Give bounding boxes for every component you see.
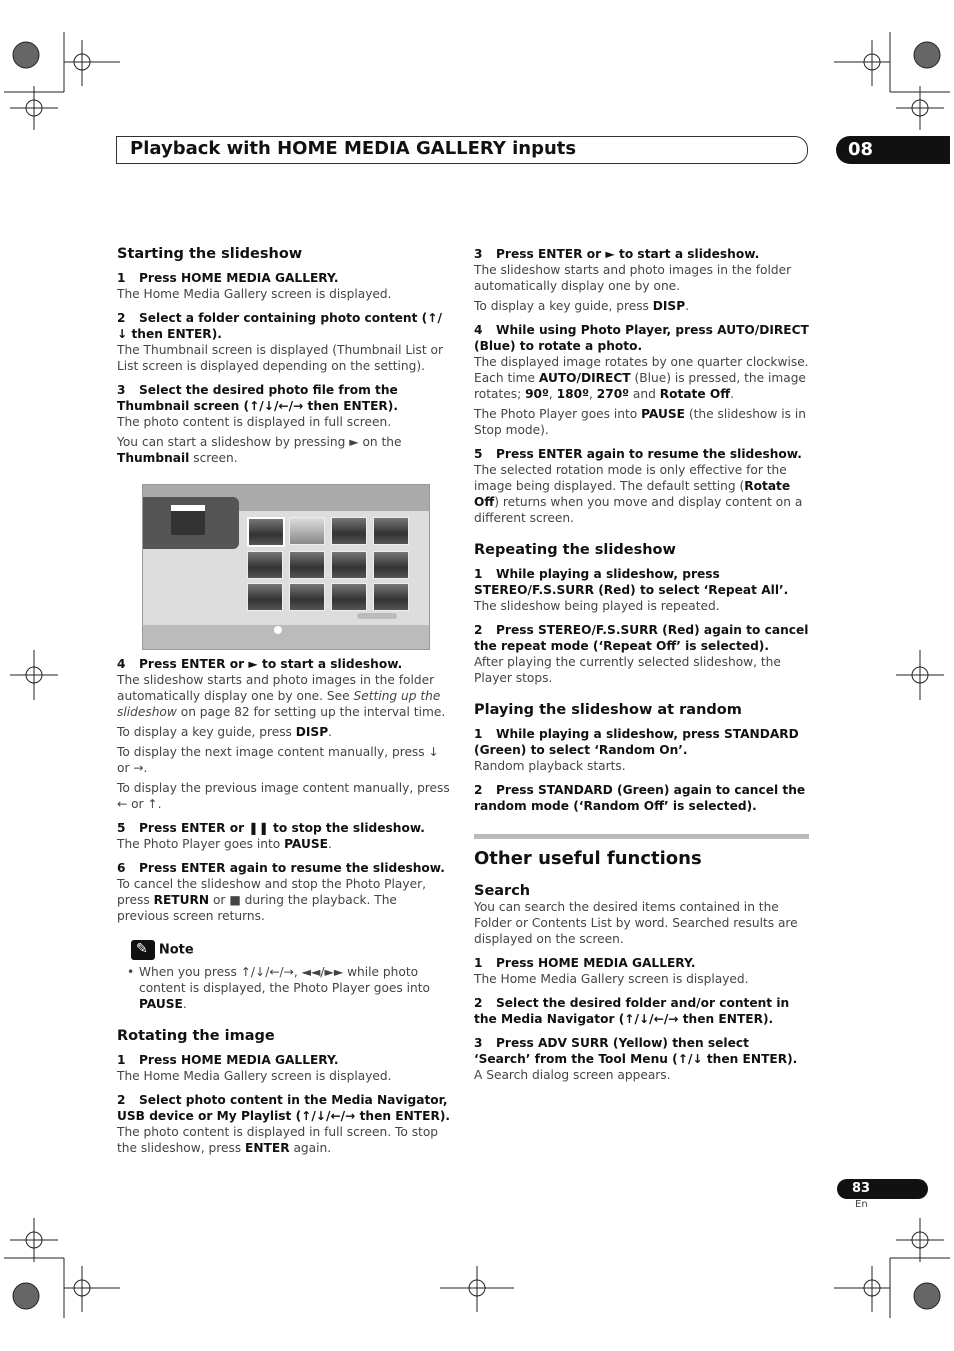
step-4-disp: To display a key guide, press DISP. <box>117 725 333 739</box>
random-step-2: 2 Press STANDARD (Green) again to cancel the random mode (‘Random Off’ is selected). <box>474 783 806 813</box>
photo-thumbnail <box>289 551 325 579</box>
search-step-3-body: A Search dialog screen appears. <box>474 1068 671 1082</box>
random-step-1: 1 While playing a slideshow, press STANDARD (Green) to select ‘Random On’. <box>474 727 799 757</box>
chapter-badge <box>836 136 950 164</box>
step-6-body: To cancel the slideshow and stop the Photo Player, press RETURN or ■ during the playback. The previous screen returns. <box>117 877 426 923</box>
chapter-number: 08 <box>848 139 874 160</box>
rotate-step-5: 5 Press ENTER again to resume the slideshow. <box>474 447 802 461</box>
section-title-starting-slideshow: Starting the slideshow <box>117 246 303 262</box>
repeat-step-2-body: After playing the currently selected slideshow, the Player stops. <box>474 655 781 685</box>
page-number: 83 <box>852 1181 871 1196</box>
photo-thumbnail <box>289 583 325 611</box>
search-body: You can search the desired items contained in the Folder or Contents List by word. Searched results are displayed on the screen. <box>474 900 798 946</box>
step-3-body-2: You can start a slideshow by pressing ► on the Thumbnail screen. <box>117 435 402 465</box>
screen-folder-panel <box>143 497 239 549</box>
photo-thumbnail <box>247 551 283 579</box>
photo-thumbnail <box>373 517 409 545</box>
step-4-prev: To display the previous image content manually, press ← or ↑. <box>117 781 450 811</box>
step-5: 5 Press ENTER or ❚❚ to stop the slideshow. <box>117 821 425 835</box>
thumbnail-screen-illustration <box>142 484 430 650</box>
left-column <box>117 246 452 466</box>
step-1-body: The Home Media Gallery screen is displayed. <box>117 287 392 301</box>
step-3: 3 Select the desired photo file from the Thumbnail screen (↑/↓/←/→ then ENTER). <box>117 383 398 413</box>
photo-thumbnail <box>331 517 367 545</box>
section-title-search: Search <box>474 883 531 899</box>
photo-thumbnail <box>373 583 409 611</box>
repeat-step-2: 2 Press STEREO/F.S.SURR (Red) again to cancel the repeat mode (‘Repeat Off’ is selected). <box>474 623 809 653</box>
step-6: 6 Press ENTER again to resume the slideshow. <box>117 861 445 875</box>
step-5-body: The Photo Player goes into PAUSE. <box>117 837 332 851</box>
screen-bottom-bar <box>143 625 429 649</box>
step-4: 4 Press ENTER or ► to start a slideshow. <box>117 657 403 671</box>
step-4-body: The slideshow starts and photo images in the folder automatically display one by one. See Setting up the slideshow on page 82 for setting up the interval time. <box>117 673 446 719</box>
random-step-1-body: Random playback starts. <box>474 759 626 773</box>
left-column-lower <box>117 656 452 1156</box>
rotate-step-4: 4 While using Photo Player, press AUTO/DIRECT (Blue) to rotate a photo. <box>474 323 809 353</box>
section-title-random-slideshow: Playing the slideshow at random <box>474 702 742 718</box>
photo-thumbnail <box>247 583 283 611</box>
rotate-step-3-disp: To display a key guide, press DISP. <box>474 299 690 313</box>
step-2-body: The Thumbnail screen is displayed (Thumbnail List or List screen is displayed depending on the setting). <box>117 343 444 373</box>
rotate-step-4-body: The displayed image rotates by one quarter clockwise. Each time AUTO/DIRECT (Blue) is pressed, the image rotates; 90º, 180º, 270º and Rotate Off. <box>474 355 809 401</box>
step-2: 2 Select a folder containing photo content (↑/↓ then ENTER). <box>117 311 442 341</box>
rotate-step-5-body: The selected rotation mode is only effective for the image being displayed. The default setting (Rotate Off) returns when you move and display content on a different screen. <box>474 463 803 525</box>
photo-thumbnail <box>331 583 367 611</box>
photo-thumbnail <box>331 551 367 579</box>
rotate-step-1-body: The Home Media Gallery screen is displayed. <box>117 1069 392 1083</box>
photo-thumbnail <box>289 517 325 545</box>
search-step-1: 1 Press HOME MEDIA GALLERY. <box>474 956 696 970</box>
section-title-rotating-image: Rotating the image <box>117 1028 275 1044</box>
step-3-body: The photo content is displayed in full screen. <box>117 415 392 429</box>
scrollbar-icon <box>357 613 397 619</box>
rotate-step-1: 1 Press HOME MEDIA GALLERY. <box>117 1053 339 1067</box>
note-list <box>117 964 452 1012</box>
photo-thumbnail <box>247 517 285 547</box>
search-step-1-body: The Home Media Gallery screen is displayed. <box>474 972 749 986</box>
rotate-step-3: 3 Press ENTER or ► to start a slideshow. <box>474 247 760 261</box>
rotate-step-2-body: The photo content is displayed in full screen. To stop the slideshow, press ENTER again. <box>117 1125 439 1155</box>
rotate-step-3-body: The slideshow starts and photo images in the folder automatically display one by one. <box>474 263 792 293</box>
language-code: En <box>855 1199 868 1210</box>
page-number-badge <box>837 1179 928 1199</box>
rotate-step-2: 2 Select photo content in the Media Navigator, USB device or My Playlist (↑/↓/←/→ then ENTER). <box>117 1093 451 1123</box>
note-heading: ✎ Note <box>131 940 452 960</box>
section-title-other-functions: Other useful functions <box>474 848 702 869</box>
page-title: Playback with HOME MEDIA GALLERY inputs <box>130 138 577 159</box>
search-step-3: 3 Press ADV SURR (Yellow) then select ‘Search’ from the Tool Menu (↑/↓ then ENTER). <box>474 1036 798 1066</box>
search-step-2: 2 Select the desired folder and/or content in the Media Navigator (↑/↓/←/→ then ENTER). <box>474 996 790 1026</box>
step-1: 1 Press HOME MEDIA GALLERY. <box>117 271 339 285</box>
note-pencil-icon <box>131 940 155 960</box>
photo-thumbnail <box>373 551 409 579</box>
right-column <box>474 246 809 1083</box>
note-item: • When you press ↑/↓/←/→, ◄◄/►► while photo content is displayed, the Photo Player goes into PAUSE. <box>139 964 452 1012</box>
repeat-step-1: 1 While playing a slideshow, press STEREO/F.S.SURR (Red) to select ‘Repeat All’. <box>474 567 789 597</box>
rotate-step-4-body-2: The Photo Player goes into PAUSE (the slideshow is in Stop mode). <box>474 407 806 437</box>
repeat-step-1-body: The slideshow being played is repeated. <box>474 599 720 613</box>
status-dot-icon <box>274 626 282 634</box>
step-4-next: To display the next image content manually, press ↓ or →. <box>117 745 439 775</box>
section-title-repeating-slideshow: Repeating the slideshow <box>474 542 676 558</box>
folder-thumbnail <box>171 505 205 535</box>
